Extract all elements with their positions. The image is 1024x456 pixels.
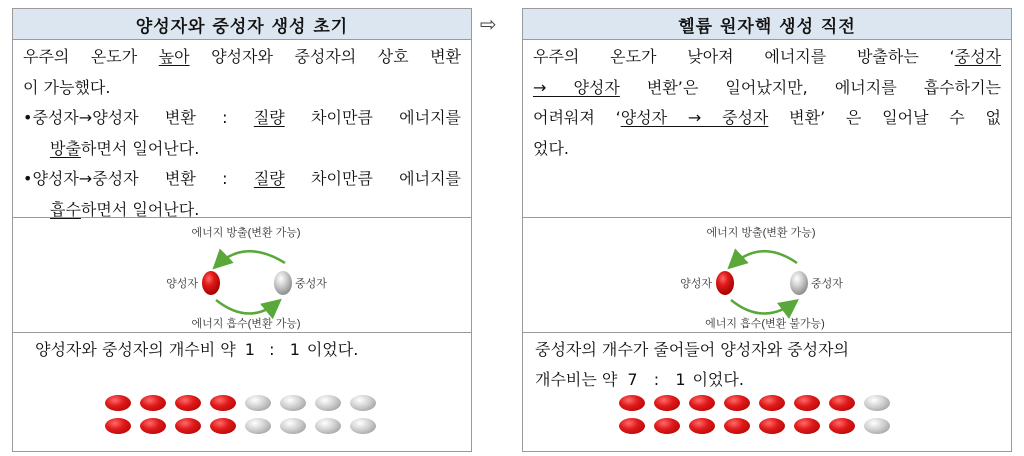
right-particle-grid (619, 395, 899, 439)
proton-particle (654, 418, 680, 434)
neutron-particle (864, 395, 890, 411)
right-line-1: 우주의 온도가 낮아져 에너지를 방출하는 ‘중성자 (533, 47, 1001, 66)
proton-particle (140, 395, 166, 411)
left-bullet-2: •양성자→중성자 변환 : 질량 차이만큼 에너지를 (23, 169, 461, 188)
right-bottom-label: 에너지 흡수(변환 불가능) (705, 318, 825, 330)
proton-label: 양성자 (166, 278, 198, 290)
left-line-1: 우주의 온도가 높아 양성자와 중성자의 상호 변환 (23, 47, 461, 66)
proton-particle (210, 418, 236, 434)
proton-ball (716, 271, 734, 295)
neutron-particle (864, 418, 890, 434)
neutron-ball (790, 271, 808, 295)
right-count-line-1: 중성자의 개수가 줄어들어 양성자와 중성자의 (535, 340, 850, 359)
proton-particle (105, 418, 131, 434)
release-arrow (731, 251, 797, 266)
absorb-arrow (216, 300, 278, 314)
proton-particle (794, 418, 820, 434)
neutron-particle (245, 418, 271, 434)
right-ratio-text: 개수비는 약 7 : 1 이었다. (535, 370, 744, 389)
neutron-label: 중성자 (811, 278, 843, 290)
proton-particle (829, 418, 855, 434)
left-line-2: 이 가능했다. (23, 77, 111, 97)
left-count-section (13, 333, 471, 451)
proton-particle (724, 418, 750, 434)
proton-particle (724, 395, 750, 411)
right-top-label: 에너지 방출(변환 가능) (706, 227, 816, 239)
neutron-particle (280, 395, 306, 411)
proton-particle (140, 418, 166, 434)
right-description (523, 40, 1011, 218)
neutron-ball (274, 271, 292, 295)
neutron-particle (315, 395, 341, 411)
right-line-2: → 양성자 변환’은 일어났지만, 에너지를 흡수하기는 (533, 77, 1001, 97)
transition-arrow-icon: ⇨ (480, 12, 497, 36)
proton-particle (654, 395, 680, 411)
proton-particle (689, 418, 715, 434)
proton-label: 양성자 (680, 278, 712, 290)
proton-particle (210, 395, 236, 411)
proton-particle (175, 418, 201, 434)
proton-particle (619, 395, 645, 411)
left-diagram (13, 218, 471, 333)
proton-ball (202, 271, 220, 295)
right-diagram (523, 218, 1011, 333)
right-count-section (523, 333, 1011, 451)
left-description (13, 40, 471, 218)
right-title: 헬륨 원자핵 생성 직전 (523, 9, 1011, 40)
neutron-particle (280, 418, 306, 434)
neutron-label: 중성자 (295, 278, 327, 290)
right-conversion-diagram (523, 218, 1011, 332)
proton-particle (175, 395, 201, 411)
left-top-label: 에너지 방출(변환 가능) (191, 227, 301, 239)
neutron-particle (350, 395, 376, 411)
proton-particle (759, 418, 785, 434)
left-ratio-text: 양성자와 중성자의 개수비 약 1 : 1 이었다. (35, 340, 359, 359)
left-title: 양성자와 중성자 생성 초기 (13, 9, 471, 40)
left-bottom-label: 에너지 흡수(변환 가능) (191, 318, 301, 330)
right-line-4: 었다. (533, 138, 569, 158)
left-bullet-1-cont: 방출하면서 일어난다. (50, 138, 200, 158)
proton-particle (794, 395, 820, 411)
left-conversion-diagram (13, 218, 471, 332)
right-panel (522, 8, 1012, 452)
neutron-particle (350, 418, 376, 434)
neutron-particle (245, 395, 271, 411)
left-bullet-1: •중성자→양성자 변환 : 질량 차이만큼 에너지를 (23, 108, 461, 127)
left-particle-grid (105, 395, 385, 439)
proton-particle (619, 418, 645, 434)
release-arrow (216, 251, 285, 266)
left-panel (12, 8, 472, 452)
left-bullet-2-cont: 흡수하면서 일어난다. (50, 199, 200, 219)
proton-particle (689, 395, 715, 411)
neutron-particle (315, 418, 341, 434)
right-line-3: 어려워져 ‘양성자 → 중성자 변환’ 은 일어날 수 없 (533, 108, 1001, 127)
absorb-arrow (731, 300, 795, 314)
proton-particle (829, 395, 855, 411)
proton-particle (105, 395, 131, 411)
proton-particle (759, 395, 785, 411)
